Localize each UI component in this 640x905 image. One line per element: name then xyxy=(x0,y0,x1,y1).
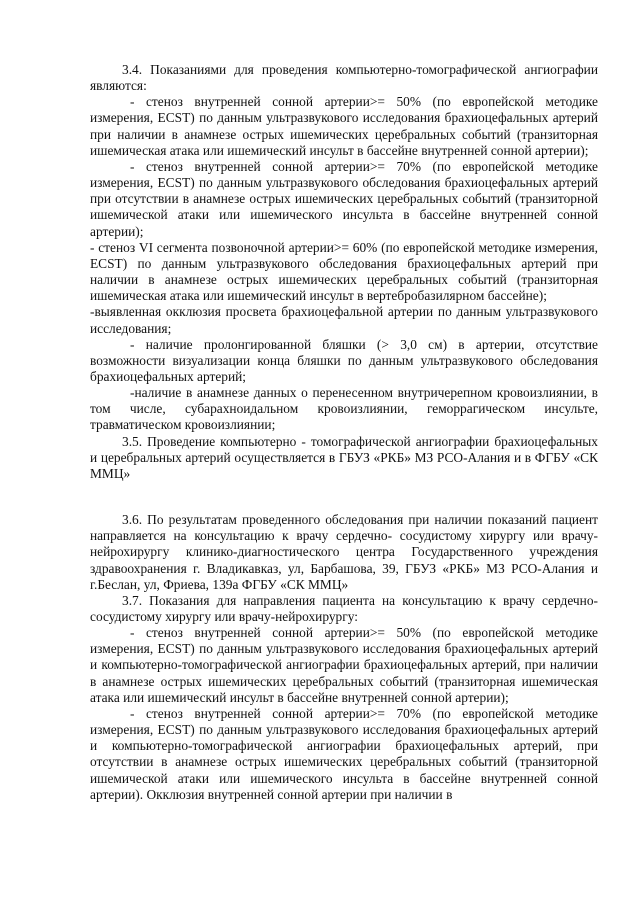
list-item-vertebral: - стеноз VI сегмента позвоночной артерии>= 60% (по европейской методике измерения, ECST) по данным ультразвукового обследования брахиоцефальных артерий при наличии в анамнезе острых ишемических церебральных событий (транзиторная ишемическая атака или ишемический инсульт в вертебробазилярном бассейне); xyxy=(90,239,598,304)
list-item-ica-70-cta: - стеноз внутренней сонной артерии>= 70% (по европейской методике измерения, ECST) по данным ультразвукового исследования брахиоцефальных артерий и компьютерно-томографической ангиографии брахиоцефальных артерий, при отсутствии в анамнезе острых ишемических церебральных событий (транзиторной ишемической атаки или ишемического инсульта в бассейне внутренней сонной артерии). Окклюзия внутренней сонной артерии при наличии в xyxy=(90,705,598,802)
list-item-ica-50-cta: - стеноз внутренней сонной артерии>= 50% (по европейской методике измерения, ECST) по данным ультразвукового исследования брахиоцефальных артерий и компьютерно-томографической ангиографии брахиоцефальных артерий, при наличии в анамнезе острых ишемических церебральных событий (транзиторная ишемическая атака или ишемический инсульт в бассейне внутренней сонной артерии); xyxy=(90,625,598,705)
list-item-ica-50: - стеноз внутренней сонной артерии>= 50% (по европейской методике измерения, ECST) по данным ультразвукового исследования брахиоцефальных артерий при наличии в анамнезе острых ишемических церебральных событий (транзиторная ишемическая атака или ишемический инсульт в бассейне внутренней сонной артерии); xyxy=(90,94,598,158)
list-item-occlusion: -выявленная окклюзия просвета брахиоцефальной артерии по данным ультразвукового исследования; xyxy=(90,304,598,336)
list-item-ica-70: - стеноз внутренней сонной артерии>= 70% (по европейской методике измерения, ECST) по данным ультразвукового обследования брахиоцефальных артерий при отсутствии в анамнезе острых ишемических церебральных событий (транзиторной ишемической атаки или ишемического инсульта в бассейне внутренней сонной артерии); xyxy=(90,158,598,239)
paragraph-3-6: 3.6. По результатам проведенного обследования при наличии показаний пациент направляется на консультацию к врачу сердечно- сосудистому хирургу или врачу-нейрохирургу клинико-диагностического центра Государственного учреждения здравоохранения г. Владикавказ, ул, Барбашова, 39, ГБУЗ «РКБ» МЗ РСО-Алания и г.Беслан, ул, Фриева, 139а ФГБУ «СК ММЦ» xyxy=(90,512,598,592)
paragraph-3-5: 3.5. Проведение компьютерно - томографической ангиографии брахиоцефальных и церебральных артерий осуществляется в ГБУЗ «РКБ» МЗ РСО-Алания и в ФГБУ «СК ММЦ» xyxy=(90,433,598,481)
paragraph-3-4: 3.4. Показаниями для проведения компьютерно-томографической ангиографии являются: xyxy=(90,62,598,94)
paragraph-gap xyxy=(90,482,598,512)
paragraph-3-7: 3.7. Показания для направления пациента на консультацию к врачу сердечно-сосудистому хирургу или врачу-нейрохирургу: xyxy=(90,592,598,624)
list-item-plaque: - наличие пролонгированной бляшки (> 3,0 см) в артерии, отсутствие возможности визуализации конца бляшки по данным ультразвукового обследования брахиоцефальных артерий; xyxy=(90,336,598,384)
list-item-hemorrhage: -наличие в анамнезе данных о перенесенном внутричерепном кровоизлиянии, в том числе, субарахноидальном кровоизлиянии, геморрагическом инсульте, травматическом кровоизлиянии; xyxy=(90,385,598,433)
